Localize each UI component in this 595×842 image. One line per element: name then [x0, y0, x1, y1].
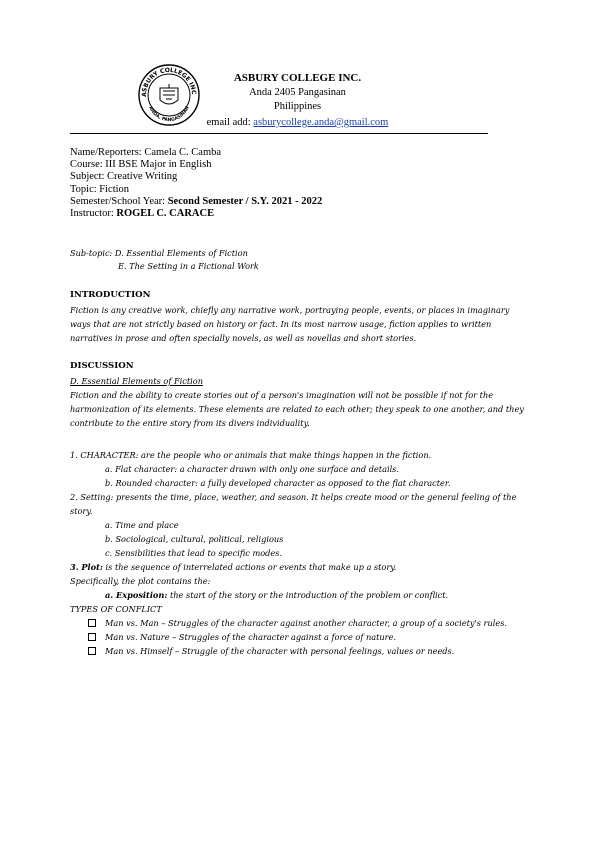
institution-country: Philippines [273, 101, 322, 112]
conflict-item: Man vs. Nature – Struggles of the character against a force of nature. [70, 630, 530, 644]
svg-text:ANDA, PANGASINAN: ANDA, PANGASINAN [147, 105, 191, 124]
email-link[interactable]: asburycollege.anda@gmail.com [253, 117, 389, 128]
element-setting: 2. Setting: presents the time, place, weather, and season. It helps create mood or the general feeling of the story. [70, 492, 517, 516]
introduction-heading: INTRODUCTION [70, 290, 151, 300]
email-line [140, 117, 455, 128]
conflict-item: Man vs. Himself – Struggle of the character with personal feelings, values or needs. [70, 644, 530, 658]
topic: Topic: Fiction [70, 183, 130, 195]
report-info [70, 147, 322, 220]
course: Course: III BSE Major in English [70, 159, 212, 171]
elements-list [70, 448, 530, 658]
setting-a: a. Time and place [105, 520, 179, 530]
semester: Semester/School Year: Second Semester / S.Y. 2021 - 2022 [70, 195, 323, 207]
subtopic-line-2: E. The Setting in a Fictional Work [118, 261, 259, 271]
conflict-types-heading: TYPES OF CONFLICT [70, 604, 162, 614]
subtopic [70, 247, 259, 273]
discussion-text: Fiction and the ability to create stories out of a person's imagination will not be possible if not for the harmonization of its elements. These elements are related to each other; they speak to one another, and they contribute to the entire story from its divers individuality. [70, 390, 524, 428]
instructor: Instructor: ROGEL C. CARACE [70, 208, 215, 220]
svg-text:ASBURY COLLEGE INC.: ASBURY COLLEGE INC [140, 66, 198, 97]
discussion-subheading: D. Essential Elements of Fiction [70, 376, 203, 386]
element-plot: 3. Plot: is the sequence of interrelated actions or events that make up a story. [70, 562, 397, 572]
checkbox-bullet-icon [88, 633, 96, 641]
plot-exposition: a. Exposition: the start of the story or the introduction of the problem or conflict. [105, 590, 449, 600]
conflict-item: Man vs. Man – Struggles of the character against another character, a group of a society's rules. [70, 616, 530, 630]
element-character: 1. CHARACTER: are the people who or animals that make things happen in the fiction. [70, 450, 432, 460]
discussion-heading: DISCUSSION [70, 361, 134, 371]
setting-c: c. Sensibilities that lead to specific modes. [105, 548, 283, 558]
subtopic-line-1: Sub-topic: D. Essential Elements of Fiction [70, 248, 248, 258]
plot-specific: Specifically, the plot contains the: [70, 576, 211, 586]
checkbox-bullet-icon [88, 647, 96, 655]
reporters: Name/Reporters: Camela C. Camba [70, 147, 222, 158]
discussion-body [70, 374, 530, 430]
checkbox-bullet-icon [88, 619, 96, 627]
character-rounded: b. Rounded character: a fully developed character as opposed to the flat character. [105, 478, 451, 488]
character-flat: a. Flat character: a character drawn with only one surface and details. [105, 464, 399, 474]
institution-name: ASBURY COLLEGE INC. [233, 72, 362, 84]
subject: Subject: Creative Writing [70, 171, 178, 183]
email-label: email add: [206, 117, 254, 128]
institution-address: Anda 2405 Pangasinan [249, 87, 346, 98]
setting-b: b. Sociological, cultural, political, religious [105, 534, 284, 544]
header-divider [70, 133, 488, 134]
introduction-text: Fiction is any creative work, chiefly any narrative work, portraying people, events, or places in imaginary ways that are not strictly based on history or fact. In its most narrow usage, fiction applies to written narratives in prose and often specially novels, as well as novellas and short stories. [70, 305, 510, 343]
